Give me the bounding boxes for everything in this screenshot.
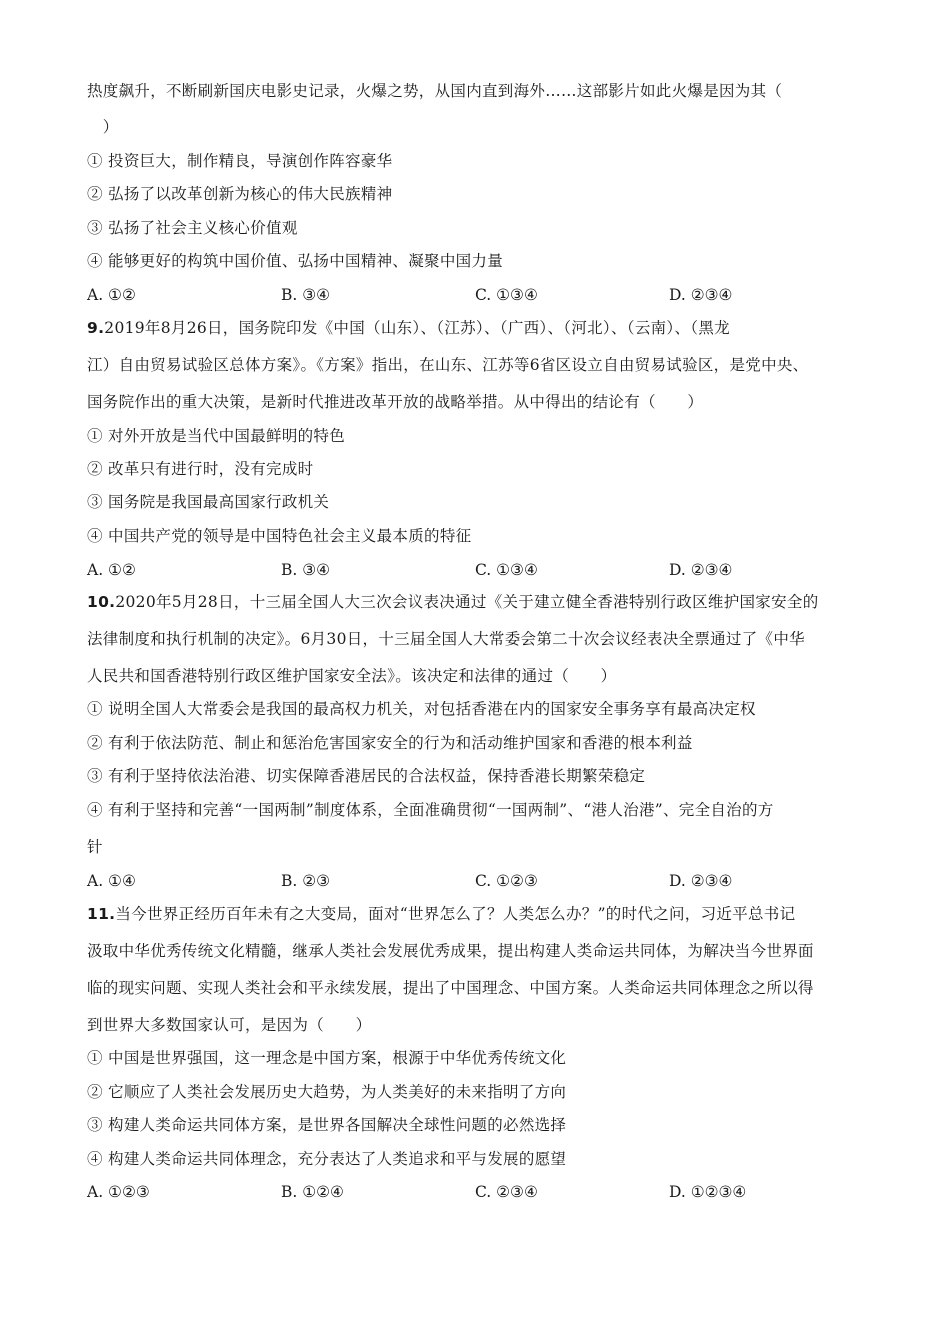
- q11-statement-1: ① 中国是世界强国，这一理念是中国方案，根源于中华优秀传统文化: [87, 1049, 567, 1067]
- q11-stem-line-4: 到世界大多数国家认可，是因为（ ）: [87, 1016, 372, 1034]
- q11-stem-line-1: [87, 904, 795, 924]
- q8-stem-line-1: 热度飙升，不断刷新国庆电影史记录，火爆之势，从国内直到海外……这部影片如此火爆是因为其（: [87, 82, 783, 100]
- q10-statement-3: ③ 有利于坚持依法治港、切实保障香港居民的合法权益，保持香港长期繁荣稳定: [87, 767, 646, 785]
- q8-statement-1: ① 投资巨大，制作精良，导演创作阵容豪华: [87, 152, 393, 170]
- q8-statement-4: ④ 能够更好的构筑中国价值、弘扬中国精神、凝聚中国力量: [87, 252, 504, 270]
- q11-stem-line-3: 临的现实问题、实现人类社会和平永续发展，提出了中国理念、中国方案。人类命运共同体理念之所以得: [87, 979, 814, 997]
- q10-statement-1: ① 说明全国人大常委会是我国的最高权力机关，对包括香港在内的国家安全事务享有最高决定权: [87, 700, 756, 718]
- q11-number: 11.: [87, 905, 116, 923]
- q9-option-d: D. ②③④: [669, 561, 733, 579]
- q9-stem-line-3: 国务院作出的重大决策，是新时代推进改革开放的战略举措。从中得出的结论有（ ）: [87, 393, 704, 411]
- q8-option-a: A. ①②: [87, 286, 136, 304]
- q9-stem-line-2: 江）自由贸易试验区总体方案》。《方案》指出，在山东、江苏等6省区设立自由贸易试验区，是党中央、: [87, 356, 809, 374]
- q11-option-a: A. ①②③: [87, 1183, 150, 1201]
- q10-statement-2: ② 有利于依法防范、制止和惩治危害国家安全的行为和活动维护国家和香港的根本利益: [87, 734, 693, 752]
- q10-option-a: A. ①④: [87, 872, 136, 890]
- q11-statement-4: ④ 构建人类命运共同体理念，充分表达了人类追求和平与发展的愿望: [87, 1150, 567, 1168]
- q11-stem-line-2: 汲取中华优秀传统文化精髓，继承人类社会发展优秀成果，提出构建人类命运共同体，为解决当今世界面: [87, 942, 814, 960]
- q10-stem-line-1: [87, 592, 819, 612]
- q10-stem-line-3: 人民共和国香港特别行政区维护国家安全法》。该决定和法律的通过（ ）: [87, 667, 617, 685]
- q8-option-d: D. ②③④: [669, 286, 733, 304]
- q9-option-b: B. ③④: [281, 561, 331, 579]
- q10-option-c: C. ①②③: [475, 872, 538, 890]
- q9-stem-line-1: [87, 318, 730, 338]
- q9-option-a: A. ①②: [87, 561, 136, 579]
- q10-stem-line-2: 法律制度和执行机制的决定》。6月30日，十三届全国人大常委会第二十次会议经表决全票通过了《中华: [87, 630, 805, 648]
- q8-statement-2: ② 弘扬了以改革创新为核心的伟大民族精神: [87, 185, 393, 203]
- q11-statement-3: ③ 构建人类命运共同体方案，是世界各国解决全球性问题的必然选择: [87, 1116, 567, 1134]
- q9-statement-3: ③ 国务院是我国最高国家行政机关: [87, 493, 330, 511]
- q9-statement-2: ② 改革只有进行时，没有完成时: [87, 460, 314, 478]
- q9-option-c: C. ①③④: [475, 561, 538, 579]
- q9-statement-1: ① 对外开放是当代中国最鲜明的特色: [87, 427, 346, 445]
- q10-number: 10.: [87, 593, 116, 611]
- q8-option-b: B. ③④: [281, 286, 331, 304]
- q11-stem-text-1: 当今世界正经历百年未有之大变局，面对“世界怎么了？人类怎么办？”的时代之问，习近平总书记: [115, 905, 796, 923]
- q9-stem-text-1: 2019年8月26日，国务院印发《中国（山东）、（江苏）、（广西）、（河北）、（云南）、（黑龙: [104, 319, 730, 337]
- q8-option-c: C. ①③④: [475, 286, 538, 304]
- q9-number: 9.: [87, 319, 105, 337]
- q8-statement-3: ③ 弘扬了社会主义核心价值观: [87, 219, 298, 237]
- q11-option-b: B. ①②④: [281, 1183, 344, 1201]
- q11-option-c: C. ②③④: [475, 1183, 538, 1201]
- q11-option-d: D. ①②③④: [669, 1183, 747, 1201]
- q10-option-d: D. ②③④: [669, 872, 733, 890]
- q11-statement-2: ② 它顺应了人类社会发展历史大趋势，为人类美好的未来指明了方向: [87, 1083, 567, 1101]
- q10-option-b: B. ②③: [281, 872, 331, 890]
- q9-statement-4: ④ 中国共产党的领导是中国特色社会主义最本质的特征: [87, 527, 472, 545]
- q10-statement-4-cont: 针: [87, 838, 103, 856]
- q10-statement-4: ④ 有利于坚持和完善“一国两制”制度体系，全面准确贯彻“一国两制”、“港人治港”、完全自治的方: [87, 801, 774, 819]
- q10-stem-text-1: 2020年5月28日，十三届全国人大三次会议表决通过《关于建立健全香港特别行政区维护国家安全的: [115, 593, 819, 611]
- q8-stem-line-2: ）: [87, 118, 119, 136]
